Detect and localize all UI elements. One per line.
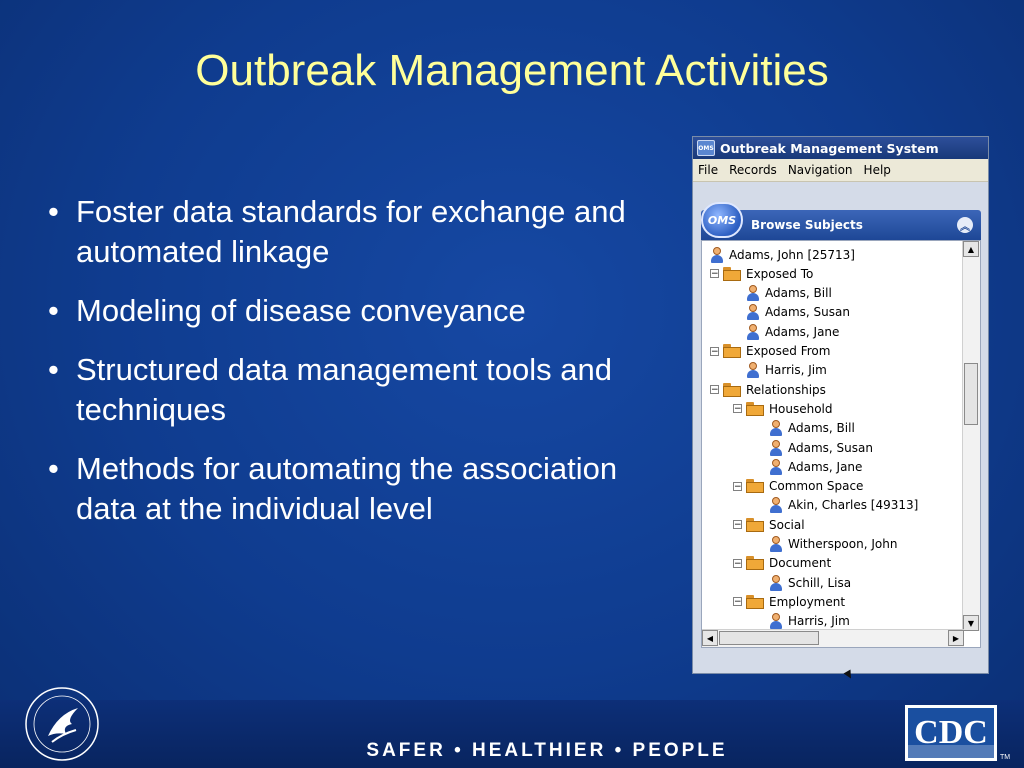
tree-node[interactable]	[710, 245, 855, 264]
tree-node-label: Harris, Jim	[788, 614, 850, 629]
menu-file[interactable]: File	[698, 163, 719, 177]
vertical-scrollbar[interactable]	[962, 241, 980, 631]
tree-node-label: Adams, Jane	[788, 459, 863, 474]
svg-text:CDC: CDC	[914, 714, 988, 751]
tree-node[interactable]	[746, 322, 839, 341]
person-icon	[746, 324, 760, 340]
tree-node[interactable]	[733, 554, 831, 573]
tree-node-label: Adams, Bill	[788, 421, 855, 436]
bullet-text: Foster data standards for exchange and automated linkage	[76, 194, 626, 269]
person-icon	[769, 575, 783, 591]
footer-slogan: SAFER • HEALTHIER • PEOPLE	[366, 740, 728, 761]
collapse-icon[interactable]: ︽	[957, 217, 973, 233]
scroll-thumb[interactable]	[964, 363, 978, 425]
tree-node[interactable]	[769, 535, 897, 554]
bullet-item	[48, 449, 668, 529]
oms-app-icon: OMS	[697, 140, 715, 156]
tree-node-label: Akin, Charles [49313]	[788, 498, 919, 513]
bullet-dot: •	[48, 451, 59, 486]
scroll-left-icon[interactable]: ◀	[702, 630, 718, 646]
hscroll-thumb[interactable]	[719, 631, 819, 645]
bullet-text: Methods for automating the association data at the individual level	[76, 451, 618, 526]
collapse-node-icon[interactable]: −	[734, 558, 742, 569]
tree-node[interactable]	[733, 515, 805, 534]
folder-icon	[746, 402, 764, 416]
folder-icon	[746, 595, 764, 609]
tree-node-label: Adams, Susan	[765, 305, 850, 320]
scroll-down-icon[interactable]: ▼	[963, 615, 979, 631]
menu-navigation[interactable]: Navigation	[787, 163, 853, 177]
person-icon	[769, 536, 783, 552]
oms-logo-icon: OMS	[701, 202, 743, 238]
collapse-node-icon[interactable]: −	[734, 597, 742, 608]
folder-icon	[723, 267, 741, 281]
scroll-right-icon[interactable]: ▶	[948, 630, 964, 646]
cdc-logo-icon	[905, 705, 997, 761]
tree-node[interactable]	[769, 496, 918, 515]
tree-node-label: Adams, Susan	[788, 440, 873, 455]
bullet-dot: •	[48, 352, 59, 387]
scroll-up-icon[interactable]: ▲	[963, 241, 979, 257]
tree-node-label: Schill, Lisa	[788, 575, 852, 590]
window-titlebar[interactable]	[693, 137, 988, 159]
tree-node-label: Adams, Bill	[765, 286, 832, 301]
tree-node-label: Household	[769, 401, 833, 416]
tree-node-label: Employment	[769, 594, 846, 609]
person-icon	[769, 497, 783, 513]
window-title: Outbreak Management System	[720, 140, 939, 156]
tree-node[interactable]	[733, 477, 863, 496]
menu-records[interactable]: Records	[729, 163, 777, 177]
bullet-list	[48, 192, 668, 548]
collapse-node-icon[interactable]: −	[734, 520, 742, 531]
person-icon	[769, 420, 783, 436]
tree-node-label: Social	[769, 517, 805, 532]
tree-node-label: Adams, Jane	[765, 324, 840, 339]
bullet-text: Modeling of disease conveyance	[76, 293, 526, 328]
person-icon	[746, 362, 760, 378]
tree-node-label: Adams, John [25713]	[729, 247, 855, 262]
horizontal-scrollbar[interactable]	[702, 629, 964, 647]
person-icon	[769, 440, 783, 456]
slide-title: Outbreak Management Activities	[195, 46, 829, 95]
tree-node-label: Harris, Jim	[765, 363, 827, 378]
browse-subjects-header	[701, 210, 981, 240]
tree-node[interactable]	[769, 612, 850, 631]
tree-node-label: Relationships	[746, 382, 826, 397]
panel-area	[693, 182, 988, 673]
folder-icon	[723, 383, 741, 397]
tree-node[interactable]	[746, 303, 850, 322]
bullet-dot: •	[48, 293, 59, 328]
collapse-node-icon[interactable]: −	[711, 385, 719, 396]
tree-node-label: Witherspoon, John	[788, 537, 898, 551]
tree-node-label: Exposed To	[746, 266, 814, 281]
folder-icon	[723, 344, 741, 358]
panel-title: Browse Subjects	[751, 218, 863, 232]
folder-icon	[746, 518, 764, 532]
menu-bar	[693, 159, 988, 182]
tree-node[interactable]	[733, 399, 833, 418]
folder-icon	[746, 556, 764, 570]
tree-node-label: Common Space	[769, 479, 864, 494]
person-icon	[710, 247, 724, 263]
folder-icon	[746, 479, 764, 493]
oms-window	[692, 136, 989, 674]
menu-help[interactable]: Help	[863, 163, 891, 177]
tree-node[interactable]	[710, 264, 813, 283]
person-icon	[746, 304, 760, 320]
subject-tree-box	[701, 240, 981, 648]
tree-node[interactable]	[710, 380, 826, 399]
tree-node[interactable]	[746, 284, 832, 303]
collapse-node-icon[interactable]: −	[734, 481, 742, 492]
tree-node[interactable]	[733, 592, 845, 611]
bullet-dot: •	[48, 194, 59, 229]
tree-node-label: Exposed From	[746, 344, 831, 358]
tree-node[interactable]	[746, 361, 827, 380]
bullet-item	[48, 192, 668, 272]
tree-node[interactable]	[710, 342, 830, 361]
bullet-item	[48, 350, 668, 430]
collapse-node-icon[interactable]: −	[711, 269, 719, 280]
trademark: TM	[1000, 754, 1011, 761]
person-icon	[769, 459, 783, 475]
tree-node-label: Document	[769, 556, 832, 571]
bullet-item	[48, 291, 668, 331]
tree-node[interactable]	[769, 438, 873, 457]
collapse-node-icon[interactable]: −	[711, 346, 719, 357]
collapse-node-icon[interactable]: −	[734, 404, 742, 415]
person-icon	[746, 285, 760, 301]
tree-node[interactable]	[769, 457, 862, 476]
tree-node[interactable]	[769, 419, 855, 438]
bullet-text: Structured data management tools and techniques	[76, 352, 612, 427]
person-icon	[769, 613, 783, 629]
tree-node[interactable]	[769, 573, 851, 592]
